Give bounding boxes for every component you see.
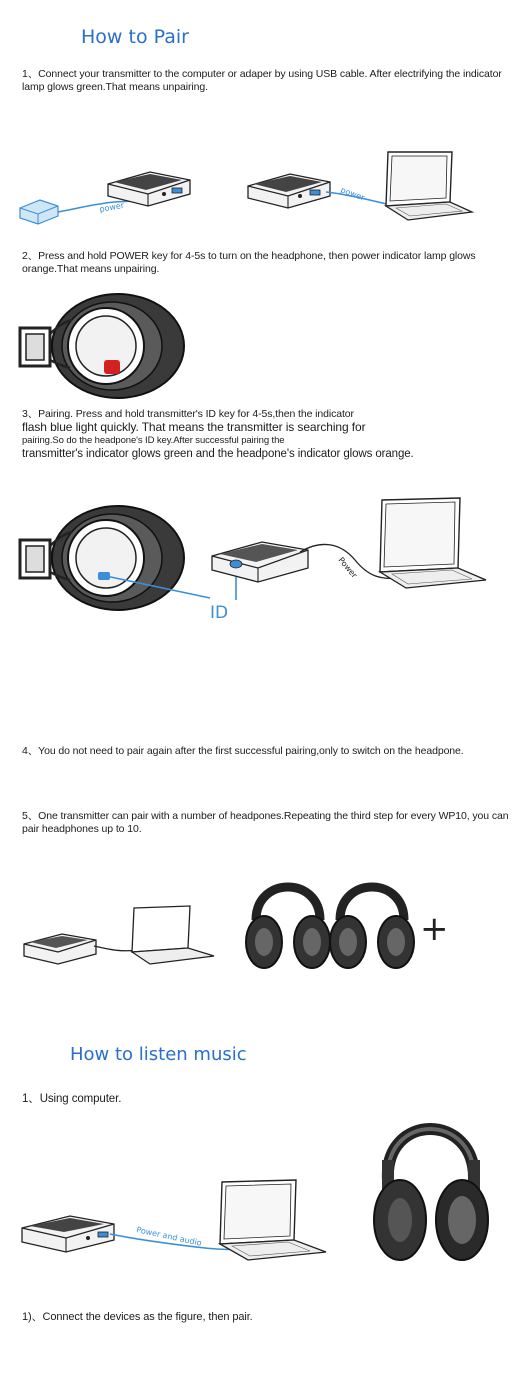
- laptop-icon: [220, 1180, 326, 1260]
- plus-sign: +: [420, 909, 449, 949]
- step-4-text: 4、You do not need to pair again after the first successful pairing,only to switch on the headpone.: [22, 745, 464, 757]
- step-3-line-1: 3、Pairing. Press and hold transmitter's ID key for 4-5s,then the indicator: [22, 408, 354, 420]
- step-5-text: 5、One transmitter can pair with a number of headpones.Repeating the third step for every WP10, you can pair headphones up to 10.: [22, 810, 509, 835]
- transmitter-icon: [248, 174, 330, 208]
- step-3-line-2: flash blue light quickly. That means the transmitter is searching for: [22, 420, 366, 434]
- step-3-illustration: [0, 480, 532, 630]
- listen-illustration: [0, 1120, 532, 1290]
- step-3-line-3: pairing.So do the headpone's ID key.After successful pairing the: [22, 435, 285, 446]
- laptop-icon: [386, 152, 472, 220]
- transmitter-icon: [22, 1216, 114, 1252]
- headphone-icon: [20, 294, 184, 398]
- power-indicator-icon: [104, 360, 120, 374]
- step-2-headphone-illustration: [0, 290, 220, 410]
- transmitter-icon: [24, 934, 96, 964]
- headphone-icon: [20, 506, 184, 610]
- transmitter-icon: [212, 542, 308, 582]
- section-title-how-to-listen: How to listen music: [70, 1044, 247, 1065]
- id-label: ID: [210, 603, 229, 623]
- laptop-icon: [380, 498, 486, 588]
- headphone-icon: [330, 887, 414, 968]
- power-adapter-icon: [20, 200, 58, 224]
- listen-step-1-text: 1、Using computer.: [22, 1093, 122, 1105]
- listen-step-1-1-text: 1)、Connect the devices as the figure, then pair.: [22, 1311, 253, 1323]
- step-1-illustration: [0, 150, 532, 240]
- step-3-line-4: transmitter's indicator glows green and the headpone's indicator glows orange.: [22, 448, 414, 460]
- step-1-text: 1、Connect your transmitter to the computer or adaper by using USB cable. After electrifying the indicator lamp glows green.That means unpairing.: [22, 68, 502, 93]
- power-and-audio-label: Power and audio: [135, 1225, 203, 1248]
- step-5-illustration: [0, 860, 532, 990]
- headphone-icon: [246, 887, 330, 968]
- laptop-icon: [132, 906, 214, 964]
- section-title-how-to-pair: How to Pair: [81, 26, 189, 48]
- power-label-2: power: [339, 185, 366, 203]
- power-label: power: [98, 200, 125, 214]
- step-2-text: 2、Press and hold POWER key for 4-5s to turn on the headphone, then power indicator lamp glows orange.That means unpairing.: [22, 250, 476, 275]
- headphone-icon: [374, 1129, 488, 1260]
- power-label: Power: [336, 555, 359, 580]
